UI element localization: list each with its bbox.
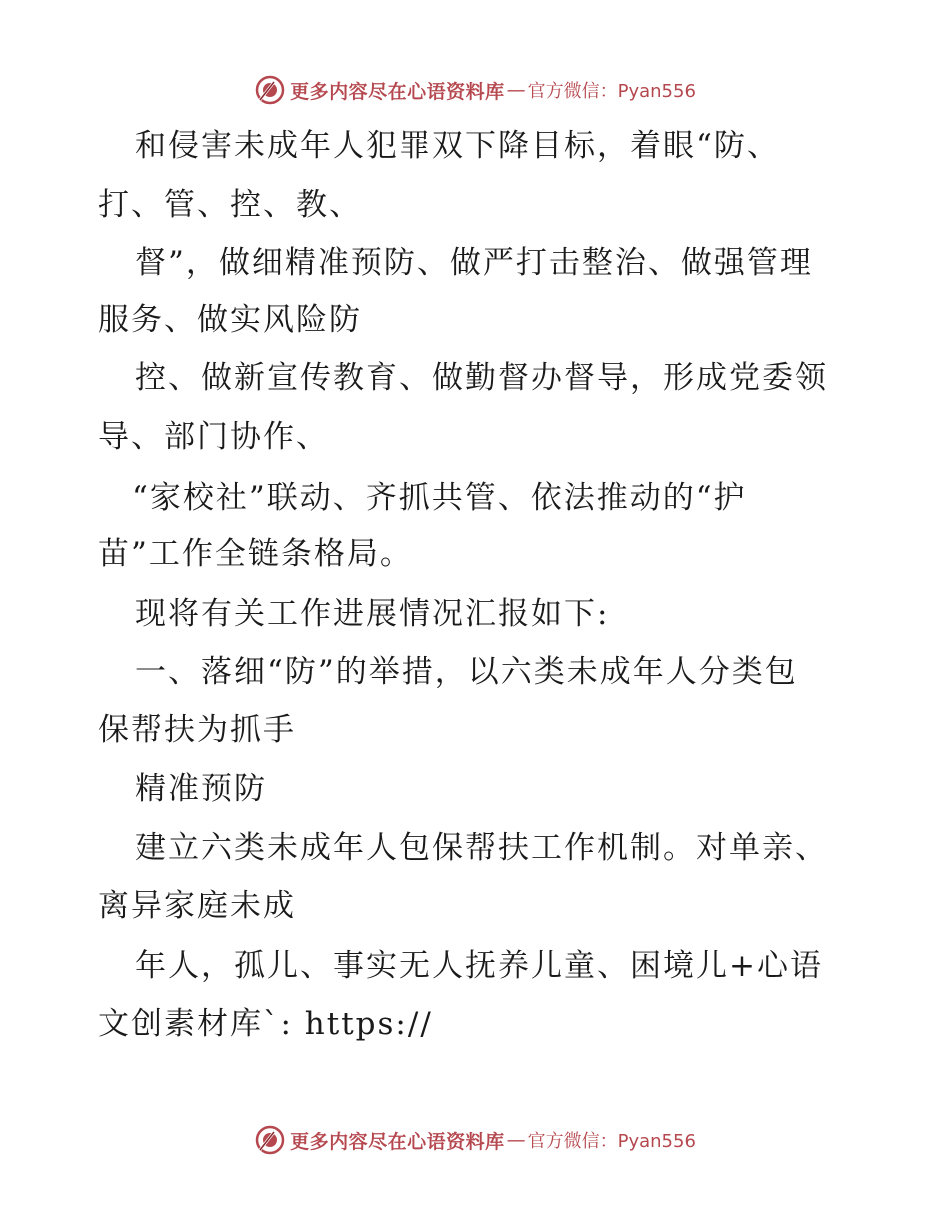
- text-line: 离异家庭未成: [98, 888, 296, 924]
- text-line: 督”，做细精准预防、做严打击整治、做强管理: [135, 245, 813, 281]
- text-line: 现将有关工作进展情况汇报如下:: [135, 596, 610, 632]
- brand-logo-icon: [254, 1124, 286, 1156]
- text-line: 年人，孤儿、事实无人抚养儿童、困境儿+心语: [135, 948, 823, 984]
- text-line: 服务、做实风险防: [98, 302, 362, 338]
- text-line: 控、做新宣传教育、做勤督办督导，形成党委领: [135, 360, 828, 396]
- banner-site-text: 更多内容尽在心语资料库: [290, 80, 505, 103]
- banner-wechat-text: 官方微信：Pyan556: [527, 81, 696, 102]
- text-line: “家校社”联动、齐抓共管、依法推动的“护: [132, 480, 747, 516]
- footer-banner: [0, 1120, 950, 1160]
- brand-logo-icon: [254, 74, 286, 106]
- text-line: 导、部门协作、: [98, 419, 329, 455]
- banner-dash: —: [506, 1129, 526, 1151]
- banner-wechat-text: 官方微信：Pyan556: [527, 1131, 696, 1152]
- text-line: 保帮扶为抓手: [98, 712, 296, 748]
- banner-site-text: 更多内容尽在心语资料库: [290, 1130, 505, 1153]
- text-line: 打、管、控、教、: [98, 187, 362, 223]
- text-line: 建立六类未成年人包保帮扶工作机制。对单亲、: [135, 830, 828, 866]
- text-line: 苗”工作全链条格局。: [98, 536, 413, 572]
- text-line: 和侵害未成年人犯罪双下降目标，着眼“防、: [135, 128, 780, 164]
- header-banner: [0, 70, 950, 110]
- text-line: 文创素材库`: https://: [98, 1006, 433, 1042]
- text-line: 一、落细“防”的举措，以六类未成年人分类包: [135, 654, 798, 690]
- text-line: 精准预防: [135, 771, 267, 807]
- banner-dash: —: [506, 79, 526, 101]
